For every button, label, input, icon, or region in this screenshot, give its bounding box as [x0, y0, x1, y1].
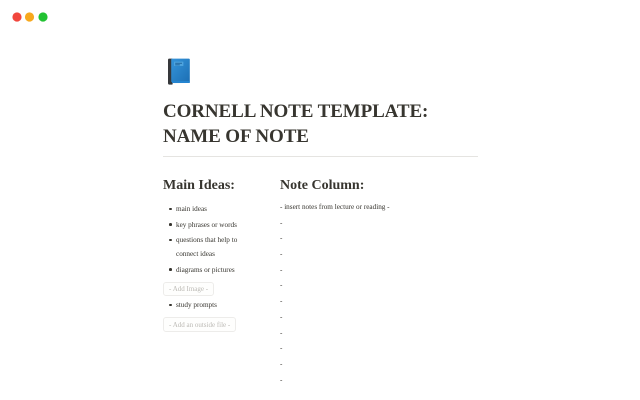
main-ideas-column	[163, 173, 258, 390]
note-column-heading[interactable]: Note Column:	[280, 178, 365, 193]
note-line[interactable]: -	[280, 344, 283, 353]
minimize-button[interactable]	[25, 12, 34, 21]
note-line[interactable]: -	[280, 359, 283, 368]
main-ideas-list	[163, 202, 258, 277]
close-button[interactable]	[12, 12, 21, 21]
add-outside-file-placeholder[interactable]: - Add an outside file -	[163, 317, 236, 332]
main-ideas-list-continued	[163, 298, 258, 312]
list-item[interactable]: key phrases or words	[163, 218, 248, 232]
note-line[interactable]: -	[280, 234, 283, 243]
add-image-placeholder[interactable]: - Add Image -	[163, 282, 214, 297]
zoom-button[interactable]	[38, 12, 47, 21]
list-item[interactable]: questions that help to connect ideas	[163, 233, 248, 261]
note-line[interactable]: -	[280, 250, 283, 259]
two-column-layout	[163, 173, 478, 390]
list-item[interactable]: main ideas	[163, 202, 248, 216]
note-line[interactable]: -	[280, 328, 283, 337]
page-title[interactable]: CORNELL NOTE TEMPLATE: NAME OF NOTE	[163, 101, 429, 147]
note-line[interactable]: - insert notes from lecture or reading -	[280, 203, 390, 211]
divider	[163, 156, 478, 157]
note-column	[280, 173, 478, 390]
window-controls	[7, 7, 53, 27]
page-content	[163, 56, 478, 390]
note-line[interactable]: -	[280, 265, 283, 274]
list-item[interactable]: study prompts	[163, 298, 248, 312]
note-line[interactable]: -	[280, 297, 283, 306]
note-line[interactable]: -	[280, 375, 283, 384]
blue-book-icon[interactable]	[163, 56, 194, 87]
note-line[interactable]: -	[280, 281, 283, 290]
main-ideas-heading[interactable]: Main Ideas:	[163, 178, 235, 193]
list-item[interactable]: diagrams or pictures	[163, 263, 248, 277]
note-line[interactable]: -	[280, 218, 283, 227]
note-line[interactable]: -	[280, 312, 283, 321]
